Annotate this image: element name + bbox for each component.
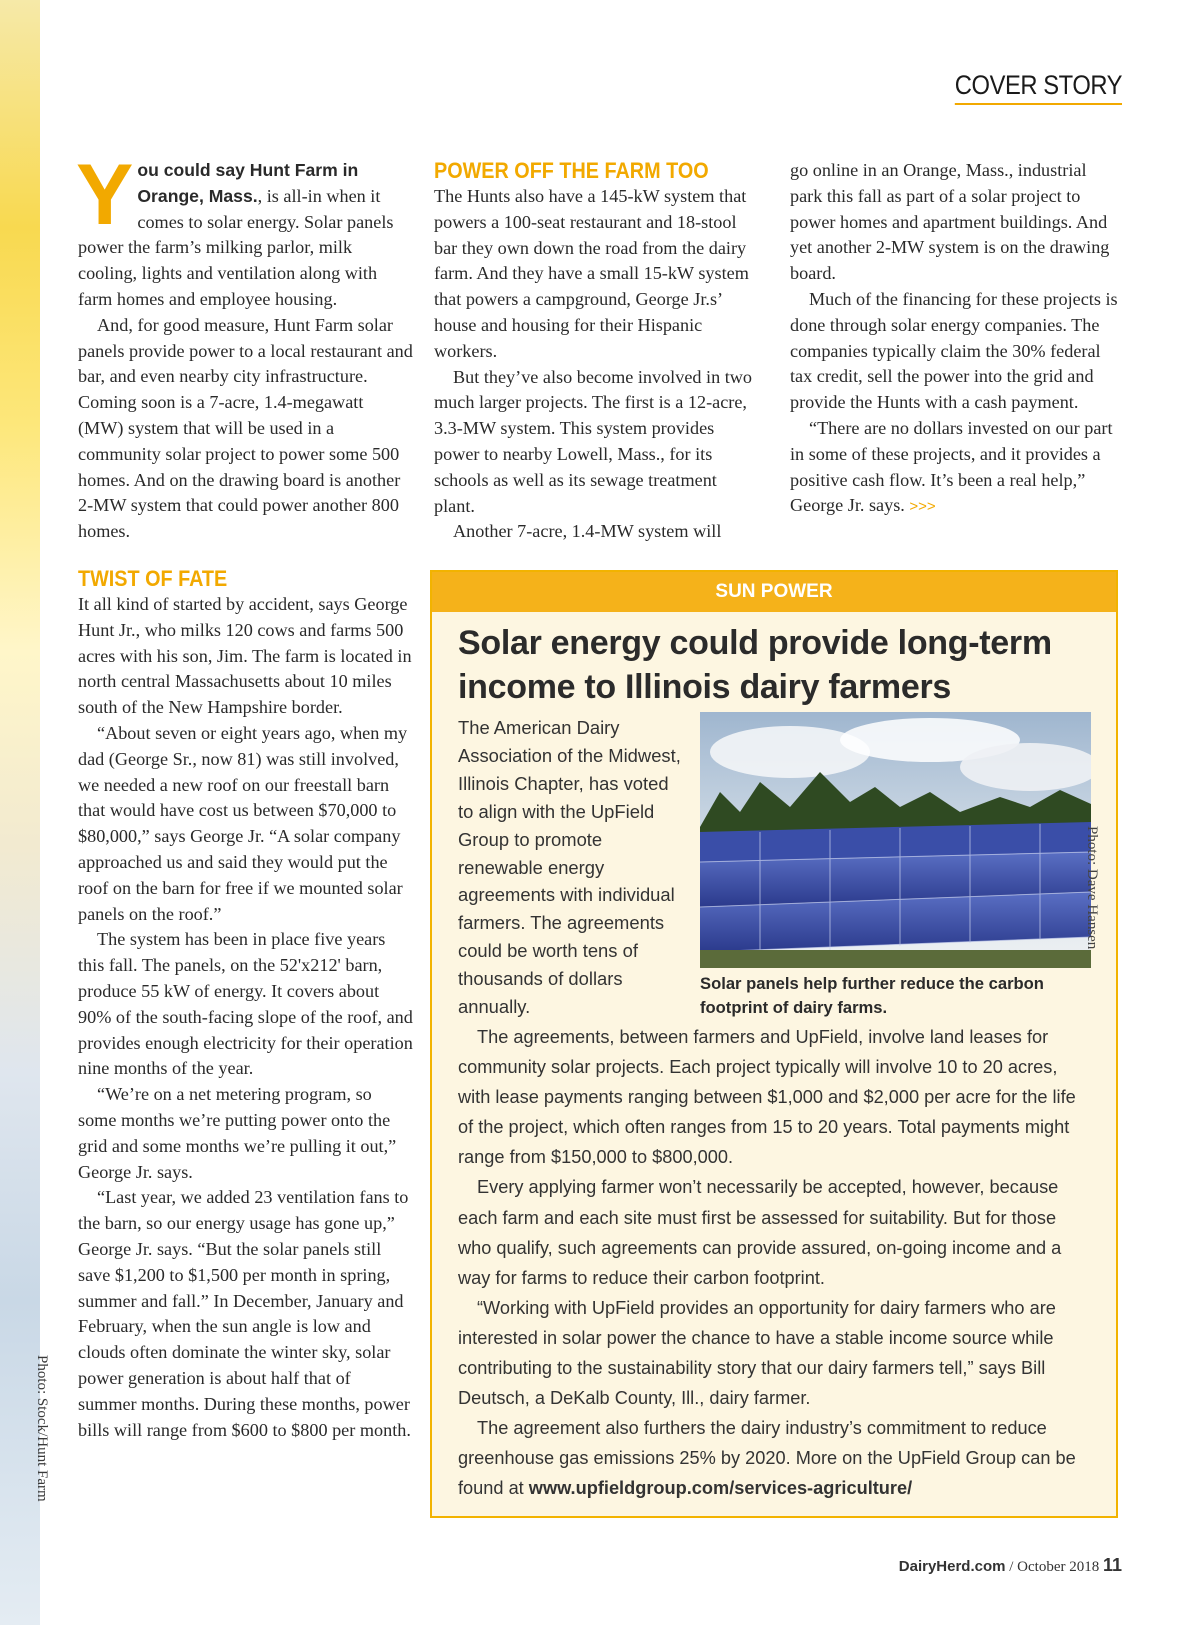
lead-bold-text: ou could say Hunt Farm in Orange, Mass. bbox=[137, 160, 359, 206]
paragraph bbox=[790, 416, 1120, 520]
sidebar-paragraph: The agreements, between farmers and UpField, involve land leases for community solar projects. Each project typically will involve 10 to 20 acres, with lease payments ranging between $1,000 and $2,000 per acre for the life of the project, which often ranges from 15 to 20 years. Total payments might range from $150,000 to $800,000. bbox=[458, 1027, 1076, 1168]
page-footer bbox=[899, 1555, 1122, 1576]
continue-arrow: >>> bbox=[909, 498, 936, 516]
sidebar-paragraph: “Working with UpField provides an opportunity for dairy farmers who are interested in solar power the chance to have a stable income source while contributing to the sustainability story that our dairy farmers tell,” says Bill Deutsch, a DeKalb County, Ill., dairy farmer. bbox=[458, 1297, 1056, 1409]
lead-rest-text: , is all-in when it comes to solar energy. Solar panels power the farm’s milking parlor, milk cooling, lights and ventilation along with farm homes and employee housing. bbox=[78, 185, 394, 309]
left-photo-credit: Photo: Stock/Hunt Farm bbox=[34, 1355, 50, 1502]
sidebar-paragraph-text: The agreement also furthers the dairy industry’s commitment to reduce greenhouse gas emissions 25% by 2020. More on the UpField Group can be found at bbox=[458, 1418, 1076, 1499]
sidebar-paragraph: Every applying farmer won’t necessarily be accepted, however, because each farm and each site must first be assessed for suitability. But for those who qualify, such agreements can provide assured, on-going income and a way for farms to reduce their carbon footprint. bbox=[458, 1177, 1062, 1288]
subhead-power-off-farm: POWER OFF THE FARM TOO bbox=[434, 158, 709, 183]
paragraph: “We’re on a net metering program, so some months we’re putting power onto the grid and some months we’re pulling it out,” George Jr. says. bbox=[78, 1084, 397, 1182]
article-column-1 bbox=[76, 147, 413, 545]
paragraph: It all kind of started by accident, says George Hunt Jr., who milks 120 cows and farms 500 acres with his son, Jim. The farm is located in north central Massachusetts about 10 miles south of the New Hampshire border. bbox=[78, 594, 412, 718]
paragraph: Much of the financing for these projects is done through solar energy companies. The companies typically claim the 30% federal tax credit, sell the power into the grid and provide the Hunts with a cash payment. bbox=[790, 288, 1118, 413]
paragraph: But they’ve also become involved in two much larger projects. The first is a 12-acre, 3.3-MW system. This system provides power to nearby Lowell, Mass., for its schools as well as its sewage treatment plant. bbox=[434, 366, 753, 516]
upfield-link[interactable]: www.upfieldgroup.com/services-agriculture/ bbox=[528, 1478, 913, 1499]
paragraph: “Last year, we added 23 ventilation fans to the barn, so our energy usage has gone up,” George Jr. says. “But the solar panels still save $1,200 to $1,500 per month in spring, summer and fall.” In December, January and February, when the sun angle is low and clouds often dominate the winter sky, solar power generation is about half that of summer months. During these months, power bills will range from $600 to $800 per month. bbox=[78, 1187, 411, 1440]
solar-panels-illustration bbox=[700, 712, 1091, 968]
paragraph: Another 7-acre, 1.4-MW system will bbox=[453, 521, 722, 542]
lead-paragraph bbox=[76, 147, 413, 313]
paragraph: And, for good measure, Hunt Farm solar panels provide power to a local restaurant and bar, and even nearby city infrastructure. Coming soon is a 7-acre, 1.4-megawatt (MW) system that will be used in a community solar project to power some 500 homes. And on the drawing board is another 2-MW system that could power another 800 homes. bbox=[78, 314, 413, 542]
article-column-2 bbox=[434, 158, 759, 545]
sidebar-body bbox=[458, 1022, 1088, 1504]
sidebar-band: SUN POWER bbox=[432, 572, 1116, 612]
paragraph: go online in an Orange, Mass., industrial park this fall as part of a solar project to power homes and apartment buildings. And yet another 2-MW system is on the drawing board. bbox=[790, 160, 1110, 284]
article-column-3 bbox=[790, 158, 1120, 520]
sidebar-intro: The American Dairy Association of the Midwest, Illinois Chapter, has voted to align with the UpField Group to promote renewable energy agreements with individual farmers. The agreements could be worth tens of thousands of dollars annually. bbox=[458, 717, 681, 1018]
section-tag: COVER STORY bbox=[955, 70, 1122, 105]
page-number: 11 bbox=[1102, 1555, 1122, 1575]
paragraph: The system has been in place five years this fall. The panels, on the 52'x212' barn, produce 55 kW of energy. It covers about 90% of the south-facing slope of the roof, and provides enough electricity for their operation nine months of the year. bbox=[78, 929, 413, 1079]
sidebar-paragraph bbox=[458, 1413, 1088, 1503]
drop-cap: Y bbox=[76, 147, 134, 243]
photo-caption: Solar panels help further reduce the carbon footprint of dairy farms. bbox=[700, 974, 1044, 1017]
sidebar-box bbox=[430, 570, 1118, 1518]
footer-separator: / bbox=[1005, 1559, 1018, 1575]
footer-site: DairyHerd.com bbox=[898, 1558, 1006, 1575]
subhead-twist-of-fate: TWIST OF FATE bbox=[78, 566, 228, 591]
paragraph-text: “There are no dollars invested on our part in some of these projects, and it provides a positive cash flow. It’s been a real help,” George Jr. says. bbox=[790, 417, 1113, 516]
sidebar-photo-credit: Photo: Dave Hansen bbox=[1084, 826, 1100, 950]
solar-panels-photo bbox=[700, 712, 1091, 968]
article-column-1-lower bbox=[78, 566, 413, 1443]
footer-issue: October 2018 bbox=[1017, 1559, 1100, 1575]
sidebar-title: Solar energy could provide long-term income to Illinois dairy farmers bbox=[458, 624, 1052, 706]
paragraph: “About seven or eight years ago, when my dad (George Sr., now 81) was still involved, we needed a new roof on our freestall barn that would have cost us between $70,000 to $80,000,” says George Jr. “A solar company approached us and said they would put the roof on the barn for free if we mounted solar panels on the roof.” bbox=[78, 722, 408, 924]
paragraph: The Hunts also have a 145-kW system that powers a 100-seat restaurant and 18-stool bar they own down the road from the dairy farm. And they have a small 15-kW system that powers a campground, George Jr.s’ house and housing for their Hispanic workers. bbox=[434, 186, 749, 361]
